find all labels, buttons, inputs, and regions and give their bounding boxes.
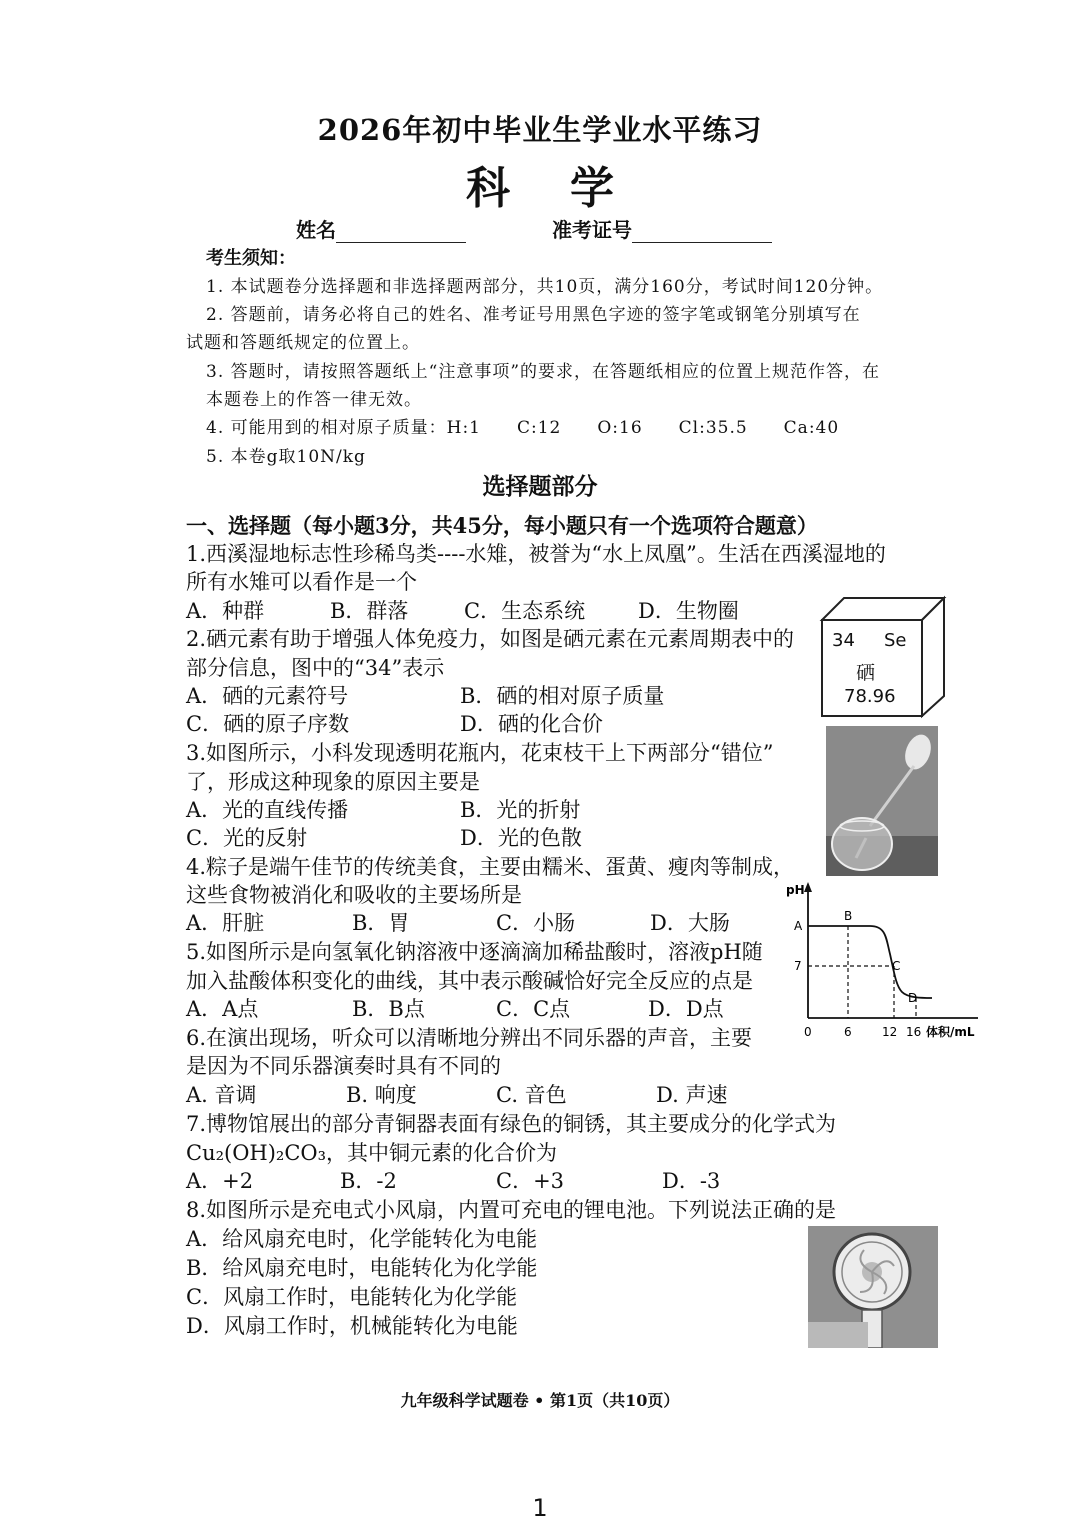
vase-photo [826,726,938,876]
q7-option-d[interactable]: D．-3 [662,1169,721,1193]
ph-y-label: pH [786,883,805,897]
q6-option-b[interactable]: B. 响度 [346,1083,417,1107]
ph-x-label: 体积/mL [926,1025,975,1039]
q1-option-b[interactable]: B．群落 [330,599,409,623]
ph-curve-chart [782,880,992,1050]
q5-option-a[interactable]: A．A点 [186,997,259,1021]
q8-line-1: 8.如图所示是充电式小风扇，内置可充电的锂电池。下列说法正确的是 [186,1198,837,1222]
q6-option-d[interactable]: D. 声速 [656,1083,728,1107]
ph-point-b: B [844,909,853,923]
part-title: 一、选择题（每小题3分，共45分，每小题只有一个选项符合题意） [186,513,818,538]
q6-option-a[interactable]: A. 音调 [186,1083,257,1107]
q8-option-d[interactable]: D．风扇工作时，机械能转化为电能 [186,1314,518,1338]
q2-option-d[interactable]: D．硒的化合价 [460,712,603,736]
name-label: 姓名 [296,218,336,242]
q3-option-a[interactable]: A．光的直线传播 [186,798,349,822]
q2-line-1: 2.硒元素有助于增强人体免疫力，如图是硒元素在元素周期表中的 [186,627,795,651]
q4-option-b[interactable]: B．胃 [352,911,410,935]
q4-option-d[interactable]: D．大肠 [650,911,730,935]
q1-option-d[interactable]: D．生物圈 [638,599,739,623]
exam-id-field [552,214,772,243]
q3-option-d[interactable]: D．光的色散 [460,826,582,850]
q5-option-c[interactable]: C．C点 [496,997,571,1021]
notice-item-4: 4. 可能用到的相对原子质量：H:1 C:12 O:16 Cl:35.5 Ca:40 [206,418,840,438]
fan-photo [808,1226,938,1348]
q2-option-c[interactable]: C．硒的原子序数 [186,712,350,736]
element-symbol: Se [884,630,907,651]
q1-option-c[interactable]: C．生态系统 [464,599,586,623]
ph-xtick-12: 12 [882,1025,898,1039]
exam-id-blank[interactable] [632,224,772,243]
exam-id-label: 准考证号 [552,218,632,242]
fan-image [808,1226,938,1348]
q1-line-2: 所有水雉可以看作是一个 [186,570,417,594]
ph-point-c: C [892,959,901,973]
ph-xtick-16: 16 [906,1025,922,1039]
section-title: 选择题部分 [482,473,598,500]
notice-item-3: 3. 答题时，请按照答题纸上“注意事项”的要求，在答题纸相应的位置上规范作答，在 [206,362,881,382]
q2-line-2: 部分信息，图中的“34”表示 [186,656,445,680]
q3-line-2: 了，形成这种现象的原因主要是 [186,770,480,794]
q7-option-c[interactable]: C．+3 [496,1169,565,1193]
selenium-element-card [818,594,948,720]
q5-option-d[interactable]: D．D点 [648,997,724,1021]
vase-flower-image [826,726,938,876]
q7-option-b[interactable]: B．-2 [340,1169,397,1193]
ph-tick-7: 7 [794,959,802,973]
page-number: 1 [532,1494,548,1522]
q1-option-a[interactable]: A．种群 [186,599,265,623]
name-blank[interactable] [336,224,466,243]
q8-option-a[interactable]: A．给风扇充电时，化学能转化为电能 [186,1227,538,1251]
q5-line-1: 5.如图所示是向氢氧化钠溶液中逐滴滴加稀盐酸时，溶液pH随 [186,940,763,964]
q6-line-1: 6.在演出现场，听众可以清晰地分辨出不同乐器的声音，主要 [186,1026,753,1050]
q8-option-c[interactable]: C．风扇工作时，电能转化为化学能 [186,1285,518,1309]
q6-option-c[interactable]: C. 音色 [496,1083,567,1107]
ph-curve-line [808,926,932,998]
q7-line-1: 7.博物馆展出的部分青铜器表面有绿色的铜锈，其主要成分的化学式为 [186,1112,837,1136]
q4-option-c[interactable]: C．小肠 [496,911,576,935]
ph-xtick-6: 6 [844,1025,852,1039]
ph-point-a: A [794,919,803,933]
q7-line-2: Cu₂(OH)₂CO₃，其中铜元素的化合价为 [186,1141,558,1165]
q2-option-a[interactable]: A．硒的元素符号 [186,684,349,708]
q4-option-a[interactable]: A．肝脏 [186,911,265,935]
notice-item-2: 2. 答题前，请务必将自己的姓名、准考证号用黑色字迹的签字笔或钢笔分别填写在 [206,305,861,325]
notice-item-5: 5. 本卷g取10N/kg [206,447,366,467]
q7-option-a[interactable]: A．+2 [186,1169,254,1193]
notice-item-3-cont: 本题卷上的作答一律无效。 [206,390,422,410]
q4-line-2: 这些食物被消化和吸收的主要场所是 [186,883,522,907]
q5-option-b[interactable]: B．B点 [352,997,425,1021]
q8-option-b[interactable]: B．给风扇充电时，电能转化为化学能 [186,1256,538,1280]
q5-line-2: 加入盐酸体积变化的曲线，其中表示酸碱恰好完全反应的点是 [186,969,753,993]
notice-heading: 考生须知： [206,248,296,269]
ph-point-d: D [908,991,918,1005]
element-number: 34 [832,630,855,651]
ph-origin: 0 [804,1025,812,1039]
notice-item-2-cont: 试题和答题纸规定的位置上。 [186,333,420,353]
q3-line-1: 3.如图所示，小科发现透明花瓶内，花束枝干上下两部分“错位” [186,741,774,765]
ph-y-axis-arrow [804,882,812,892]
exam-title: 2026年初中毕业生学业水平练习 [317,113,763,147]
q2-option-b[interactable]: B．硒的相对原子质量 [460,684,665,708]
element-mass: 78.96 [844,686,896,707]
element-name: 硒 [856,662,876,684]
ph-chart-svg [782,880,992,1050]
q3-option-b[interactable]: B．光的折射 [460,798,581,822]
name-field [296,214,466,243]
q4-line-1: 4.粽子是端午佳节的传统美食，主要由糯米、蛋黄、瘦肉等制成， [186,855,795,879]
page-footer: 九年级科学试题卷 • 第1页（共10页） [400,1391,680,1410]
q6-line-2: 是因为不同乐器演奏时具有不同的 [186,1054,501,1078]
q3-option-c[interactable]: C．光的反射 [186,826,308,850]
subject-title: 科学 [466,163,674,214]
q1-line-1: 1.西溪湿地标志性珍稀鸟类----水雉，被誉为“水上凤凰”。生活在西溪湿地的 [186,542,886,566]
notice-item-1: 1. 本试题卷分选择题和非选择题两部分，共10页，满分160分，考试时间120分钟。 [206,277,884,297]
